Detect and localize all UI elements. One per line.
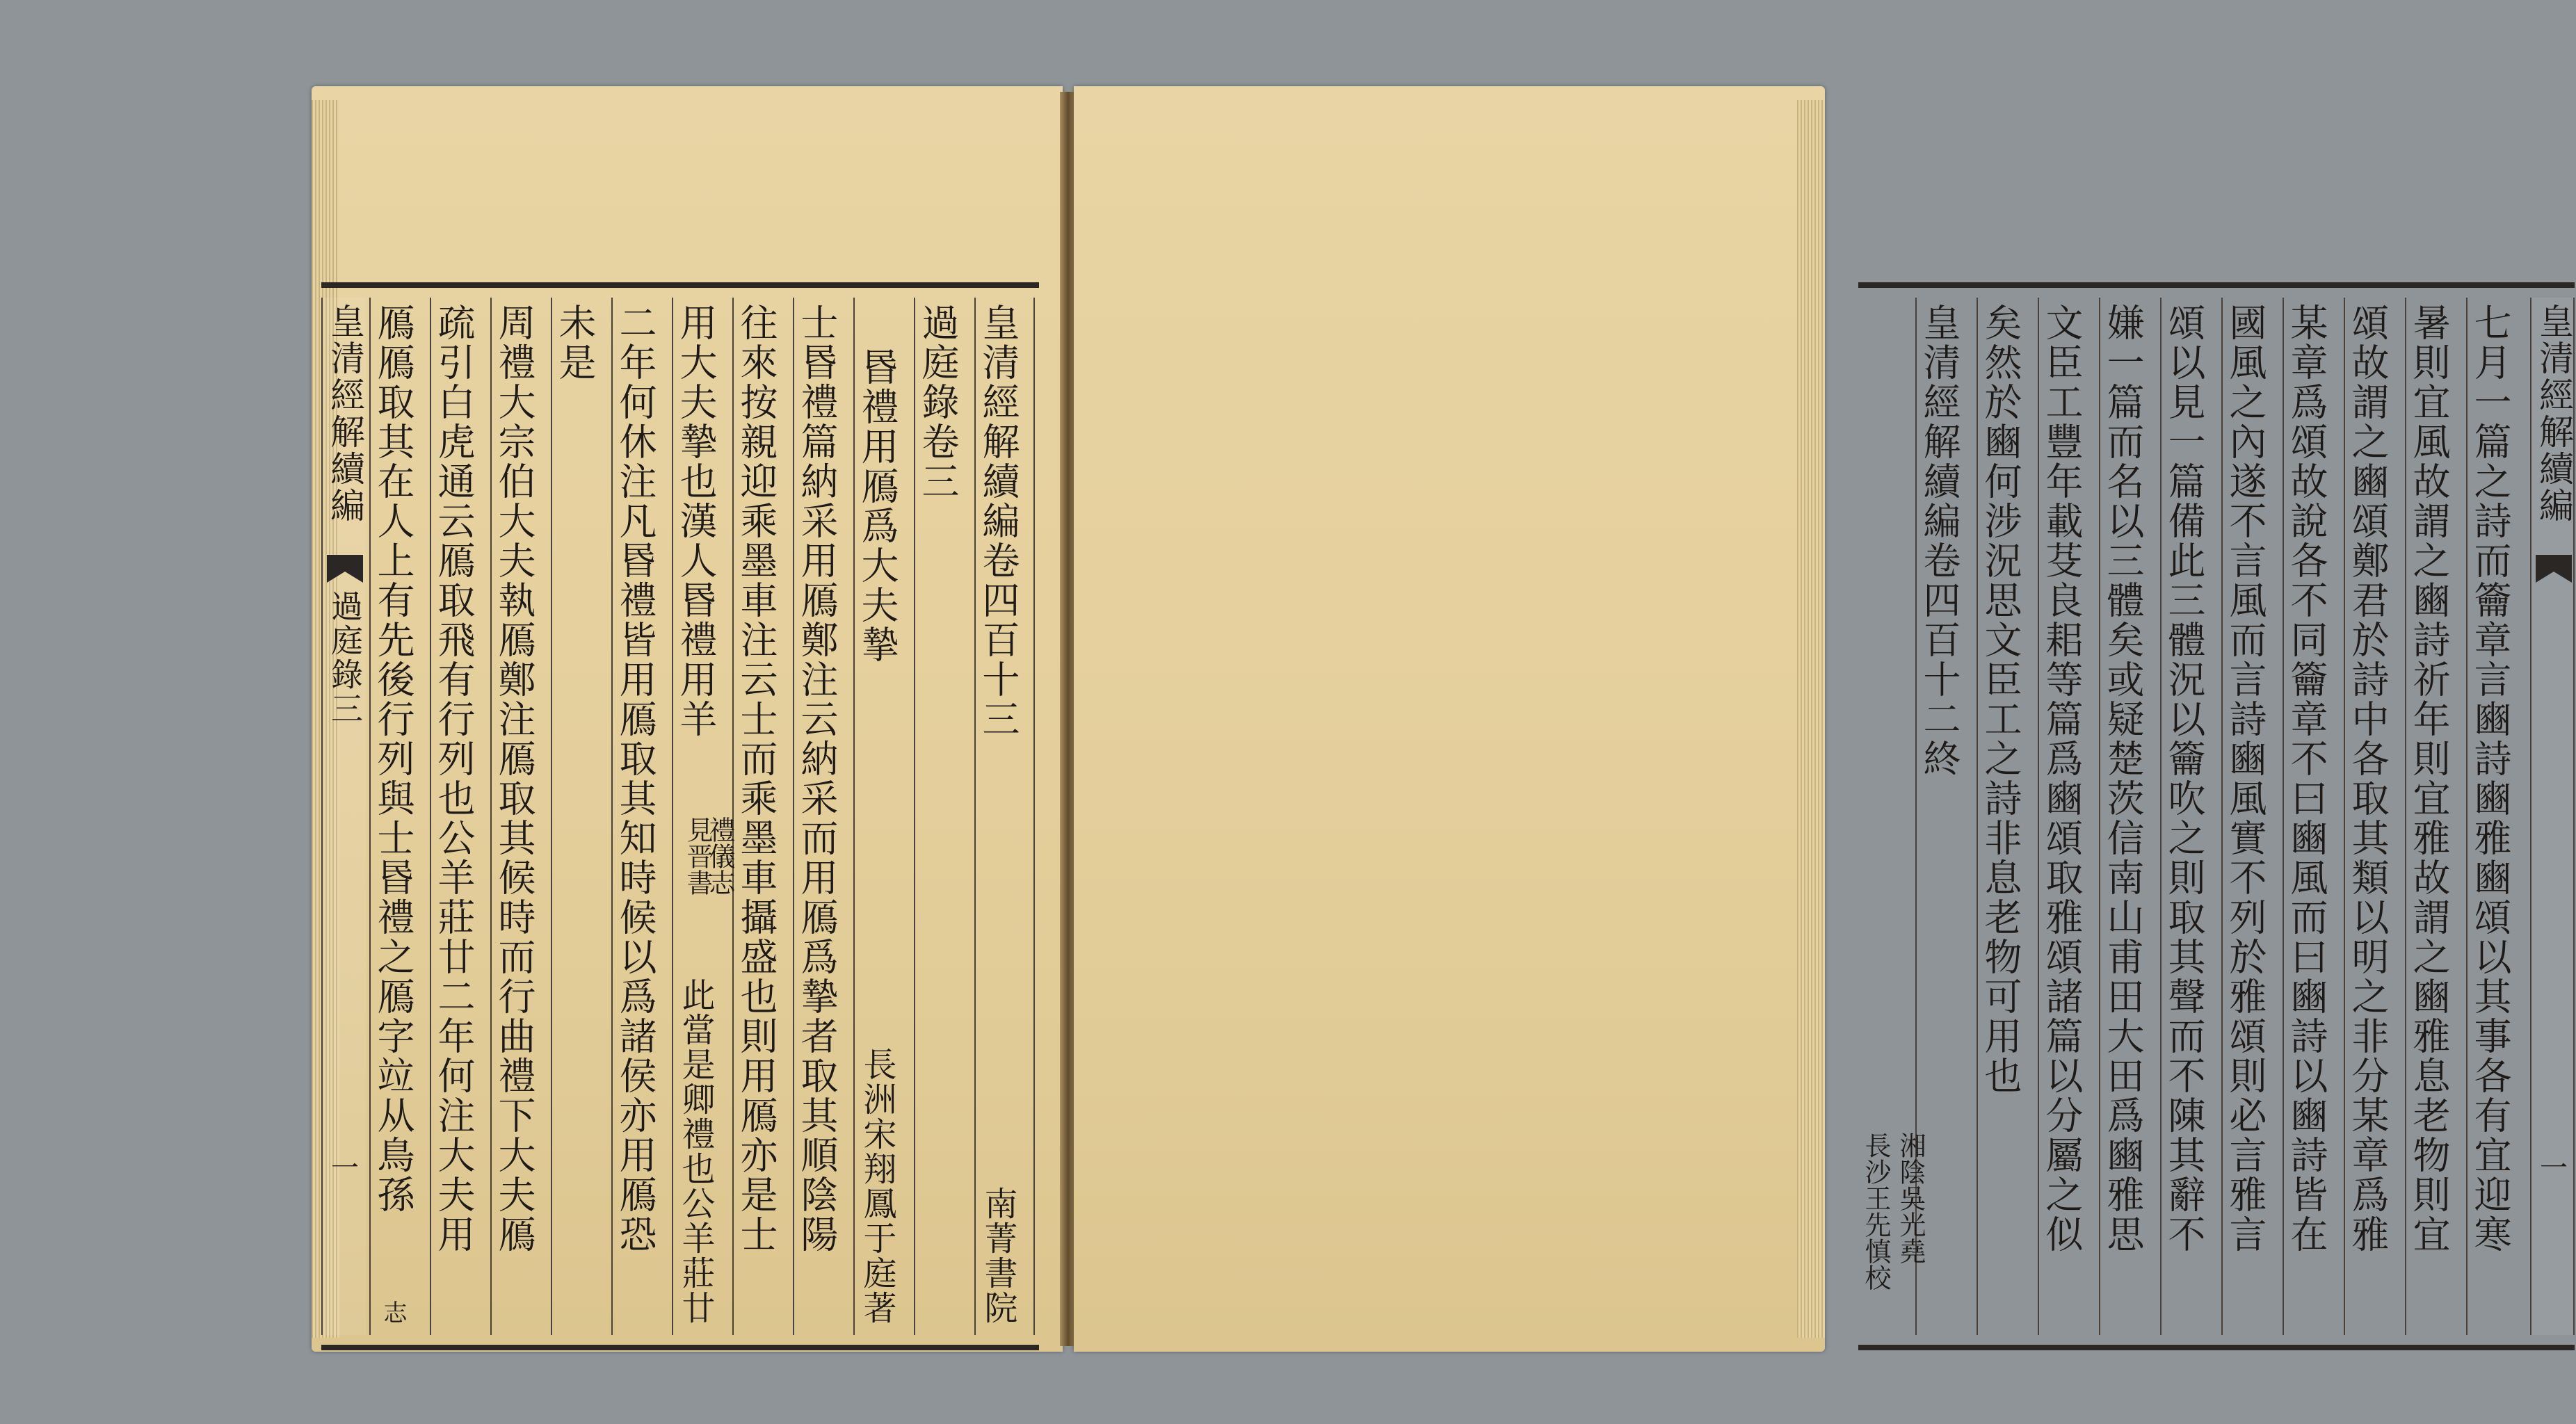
text-line: 國風之內遂不言風而言詩豳風實不列於雅頌則必言雅言 [2223, 303, 2267, 1254]
open-book [312, 86, 2574, 1352]
proofreader-credit: 湘陰吳光堯 [1895, 1132, 1926, 1264]
folio-number: 一 [2540, 1152, 2568, 1184]
text-line: 周禮大宗伯大夫執鴈鄭注鴈取其候時而行曲禮下大夫鴈 [492, 303, 536, 1254]
author-credit: 長洲宋翔鳳于庭著 [858, 1047, 896, 1325]
margin-column [2530, 298, 2575, 1335]
text-column [2038, 298, 2099, 1335]
text-line: 往來按親迎乘墨車注云士而乘墨車攝盛也則用鴈亦是士 [734, 303, 778, 1254]
publisher-name: 南菁書院 [979, 1186, 1017, 1325]
text-line: 疏引白虎通云鴈取飛有行列也公羊莊廿二年何注大夫用 [432, 303, 476, 1254]
text-column [2283, 298, 2344, 1335]
right-text-frame [1858, 282, 2575, 1350]
left-text-frame [321, 282, 1039, 1350]
text-column [914, 298, 974, 1335]
annotation-note: 見晋書 [682, 816, 713, 896]
proofreader-credit: 長沙王先慎校 [1860, 1132, 1891, 1290]
text-column [2466, 298, 2527, 1335]
text-line: 暑則宜風故謂之豳詩祈年則宜雅故謂之豳雅息老物則宜 [2407, 303, 2451, 1254]
text-line: 過庭錄卷三 [916, 303, 960, 501]
text-column [551, 298, 611, 1335]
text-column [1977, 298, 2038, 1335]
annotation-note: 禮儀志 [705, 816, 735, 896]
right-page [1074, 86, 2574, 1352]
text-line: 志 [379, 1300, 407, 1325]
text-line: 皇清經解續編卷四百十二終 [1917, 303, 1961, 779]
text-column [974, 298, 1035, 1335]
folio-number: 一 [331, 1152, 359, 1184]
text-column [490, 298, 551, 1335]
page-edge-right [1797, 100, 1825, 1338]
text-line: 文臣工豐年載芟良耜等篇爲豳頌取雅頌諸篇以分屬之似 [2040, 303, 2084, 1254]
text-line: 矣然於豳何涉況思文臣工之詩非息老物可用也 [1979, 303, 2022, 1096]
text-line: 未是 [553, 303, 597, 382]
text-column [732, 298, 793, 1335]
text-column [853, 298, 914, 1335]
fishtail-mark [2536, 555, 2572, 583]
text-column [672, 298, 735, 1335]
text-column [2160, 298, 2221, 1335]
margin-chapter: 過庭錄三 [326, 590, 364, 726]
text-column [2405, 298, 2466, 1335]
text-line: 此當是卿禮也公羊莊廿 [676, 978, 715, 1325]
text-column [369, 298, 430, 1335]
text-line: 鴈鴈取其在人上有先後行列與士昬禮之鴈字竝从鳥孫 [371, 303, 415, 1215]
text-line: 昬禮用鴈爲大夫摯 [855, 348, 899, 665]
margin-title: 皇清經解續編 [2534, 303, 2574, 524]
text-line: 皇清經解續編卷四百十三 [976, 303, 1020, 739]
text-column [2099, 298, 2160, 1335]
text-line: 士昬禮篇納采用鴈鄭注云納采而用鴈爲摯者取其順陰陽 [795, 303, 839, 1254]
text-column [430, 298, 490, 1335]
text-column [793, 298, 853, 1335]
left-page [312, 86, 1063, 1352]
text-line: 二年何休注凡昬禮皆用鴈取其知時候以爲諸侯亦用鴈恐 [613, 303, 657, 1254]
fishtail-mark [327, 555, 363, 583]
text-line: 頌故謂之豳頌鄭君於詩中各取其類以明之非分某章爲雅 [2346, 303, 2390, 1254]
text-column [2344, 298, 2405, 1335]
text-column [1860, 298, 1977, 1335]
text-line: 嫌一篇而名以三體矣或疑楚茨信南山甫田大田爲豳雅思 [2101, 303, 2145, 1254]
text-column [611, 298, 672, 1335]
text-line: 頌以見一篇備此三體況以籥吹之則取其聲而不陳其辭不 [2162, 303, 2206, 1254]
text-line: 七月一篇之詩而籥章言豳詩豳雅豳頌以其事各有宜迎寒 [2468, 303, 2512, 1254]
text-line: 用大夫摯也漢人昬禮用羊 [674, 303, 718, 739]
text-column [2221, 298, 2283, 1335]
margin-column [321, 298, 366, 1335]
text-line: 某章爲頌故說各不同籥章不曰豳風而曰豳詩以豳詩皆在 [2285, 303, 2328, 1254]
margin-title: 皇清經解續編 [325, 303, 365, 524]
